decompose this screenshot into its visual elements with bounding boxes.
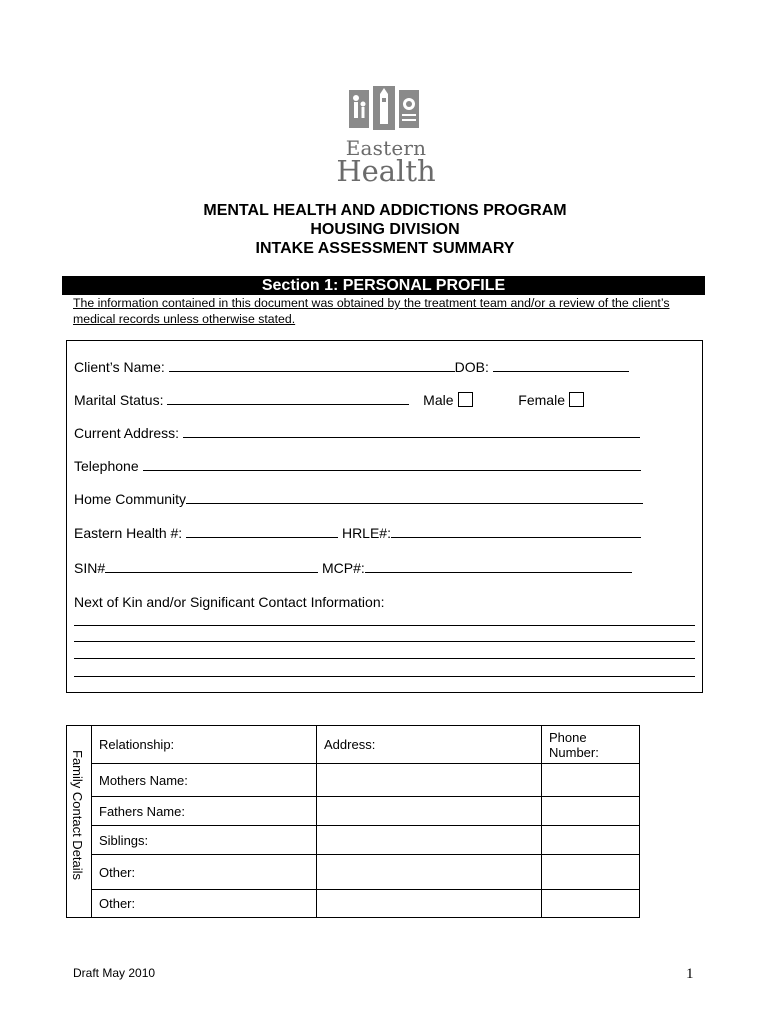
current-address-field[interactable] — [183, 425, 640, 438]
telephone-row — [74, 458, 641, 474]
section-intro: The information contained in this document was obtained by the treatment team and/or a review of the client’s medical records unless otherwise stated. — [73, 296, 670, 326]
form-title: INTAKE ASSESSMENT SUMMARY — [255, 240, 515, 257]
division-title: HOUSING DIVISION — [310, 221, 460, 238]
other-label-1: Other: — [92, 855, 317, 890]
fathers-address-cell[interactable] — [317, 797, 542, 826]
female-label: Female — [518, 392, 565, 408]
dob-label: DOB: — [454, 359, 489, 375]
sin-mcp-row — [74, 560, 632, 576]
client-name-label: Client’s Name: — [74, 359, 165, 375]
logo-text-health: Health — [336, 154, 436, 188]
client-name-field[interactable] — [169, 359, 455, 372]
marital-status-row — [74, 392, 584, 408]
male-checkbox[interactable] — [458, 392, 473, 407]
next-of-kin-line-4[interactable] — [74, 676, 695, 677]
fathers-phone-cell[interactable] — [542, 797, 640, 826]
mothers-name-label: Mothers Name: — [92, 764, 317, 797]
draft-date: Draft May 2010 — [73, 966, 156, 980]
next-of-kin-line-1[interactable] — [74, 625, 695, 626]
page-number: 1 — [686, 966, 694, 982]
dob-field[interactable] — [493, 359, 629, 372]
family-contact-table — [66, 725, 640, 918]
table-row — [67, 890, 640, 918]
eastern-health-logo — [325, 84, 447, 188]
relationship-header: Relationship: — [92, 726, 317, 764]
current-address-row — [74, 425, 640, 441]
logo-emblem-icon — [349, 84, 423, 136]
table-row — [67, 764, 640, 797]
sin-field[interactable] — [105, 560, 318, 573]
telephone-label: Telephone — [74, 458, 139, 474]
other-2-phone-cell[interactable] — [542, 890, 640, 918]
sin-label: SIN# — [74, 560, 106, 576]
hrle-field[interactable] — [391, 525, 641, 538]
address-header: Address: — [317, 726, 542, 764]
eastern-health-number-label: Eastern Health #: — [74, 525, 183, 541]
marital-status-label: Marital Status: — [74, 392, 164, 408]
mcp-label: MCP#: — [322, 560, 365, 576]
table-row — [67, 855, 640, 890]
mcp-field[interactable] — [365, 560, 632, 573]
siblings-label: Siblings: — [92, 826, 317, 855]
telephone-field[interactable] — [143, 458, 641, 471]
table-row — [67, 826, 640, 855]
next-of-kin-line-3[interactable] — [74, 658, 695, 659]
family-contact-side-label-cell — [67, 726, 92, 918]
home-community-row — [74, 491, 643, 507]
other-1-phone-cell[interactable] — [542, 855, 640, 890]
home-community-label: Home Community — [74, 491, 187, 507]
program-title: MENTAL HEALTH AND ADDICTIONS PROGRAM — [203, 202, 567, 219]
hrle-label: HRLE#: — [341, 525, 391, 541]
home-community-field[interactable] — [186, 491, 643, 504]
marital-status-field[interactable] — [167, 392, 409, 405]
logo-text-eastern: Eastern — [345, 136, 427, 160]
id-numbers-row — [74, 525, 641, 541]
other-1-address-cell[interactable] — [317, 855, 542, 890]
mothers-phone-cell[interactable] — [542, 764, 640, 797]
fathers-name-label: Fathers Name: — [92, 797, 317, 826]
female-checkbox[interactable] — [569, 392, 584, 407]
eastern-health-number-field[interactable] — [186, 525, 338, 538]
section-title: Section 1: PERSONAL PROFILE — [62, 276, 705, 295]
next-of-kin-label: Next of Kin and/or Significant Contact Information: — [74, 594, 385, 610]
mothers-address-cell[interactable] — [317, 764, 542, 797]
other-2-address-cell[interactable] — [317, 890, 542, 918]
male-label: Male — [423, 392, 454, 408]
phone-header: Phone Number: — [542, 726, 640, 764]
family-contact-side-label: Family Contact Details — [70, 750, 85, 881]
next-of-kin-line-2[interactable] — [74, 641, 695, 642]
client-name-row — [74, 359, 629, 375]
other-label-2: Other: — [92, 890, 317, 918]
siblings-phone-cell[interactable] — [542, 826, 640, 855]
siblings-address-cell[interactable] — [317, 826, 542, 855]
current-address-label: Current Address: — [74, 425, 180, 441]
table-row — [67, 797, 640, 826]
